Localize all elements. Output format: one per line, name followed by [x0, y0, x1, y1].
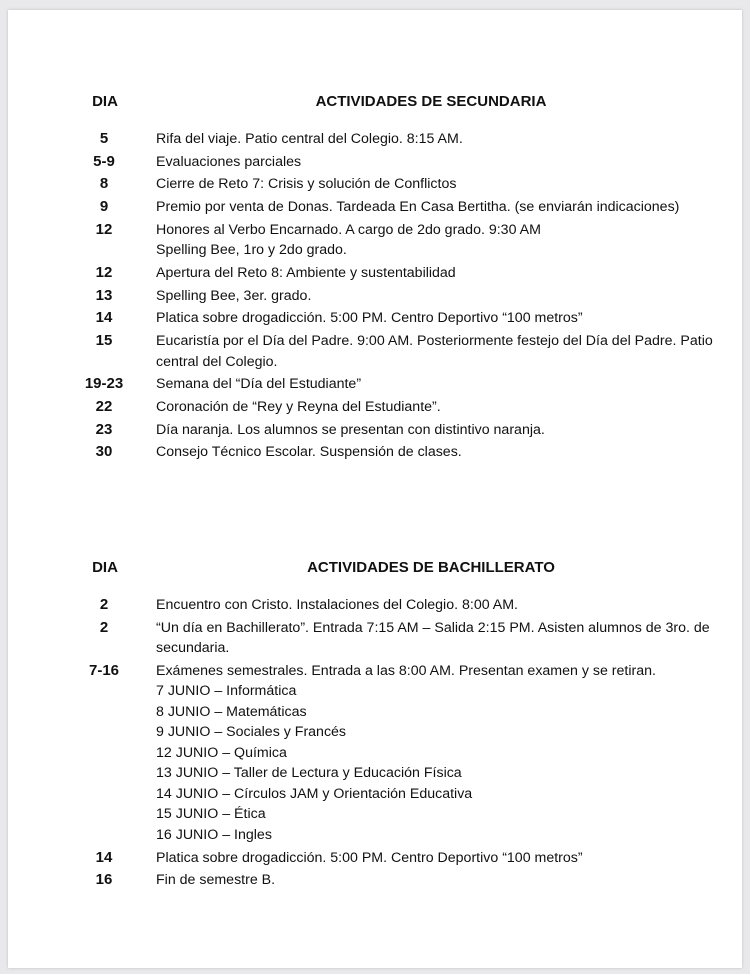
- activity-description: [156, 286, 716, 307]
- activity-day: 15: [95, 332, 113, 349]
- secundaria-title: ACTIVIDADES DE SECUNDARIA: [315, 93, 547, 110]
- activity-text: Platica sobre drogadicción. 5:00 PM. Centro Deportivo “100 metros”: [156, 310, 583, 327]
- exam-schedule-item: 16 JUNIO – Ingles: [156, 826, 272, 843]
- bachillerato-section: [8, 556, 742, 893]
- day-column-header: DIA: [92, 93, 118, 110]
- exam-schedule-item: 13 JUNIO – Taller de Lectura y Educación Física: [156, 765, 462, 782]
- activity-row: [8, 661, 742, 846]
- activity-text: Rifa del viaje. Patio central del Colegio. 8:15 AM.: [156, 131, 463, 147]
- activity-description: [156, 420, 716, 441]
- activity-text: Premio por venta de Donas. Tardeada En Casa Bertitha. (se enviarán indicaciones): [156, 199, 680, 216]
- activity-row: [8, 331, 742, 372]
- activity-text: Evaluaciones parciales: [156, 153, 302, 170]
- activity-day: 16: [95, 871, 113, 889]
- activity-text: Spelling Bee, 3er. grado.: [156, 287, 312, 304]
- activity-text: Exámenes semestrales. Entrada a las 8:00 AM. Presentan examen y se retiran.: [156, 662, 656, 679]
- activity-row: [8, 848, 742, 869]
- activity-description: [156, 848, 716, 869]
- activity-description: [156, 374, 716, 395]
- activity-description: [156, 308, 716, 329]
- activity-description: [156, 220, 716, 261]
- activity-row: [8, 420, 742, 441]
- activity-row: [8, 174, 742, 195]
- activity-description: [156, 197, 716, 218]
- activity-day: 19-23: [84, 375, 124, 393]
- activity-description: [156, 442, 716, 463]
- bachillerato-title: ACTIVIDADES DE BACHILLERATO: [307, 559, 555, 576]
- document-page: [8, 10, 742, 968]
- activity-description: [156, 397, 716, 418]
- activity-description: [156, 129, 716, 150]
- activity-day: 2: [99, 618, 109, 636]
- activity-text: Platica sobre drogadicción. 5:00 PM. Centro Deportivo “100 metros”: [156, 849, 583, 866]
- secundaria-header: [8, 90, 742, 114]
- activity-row: [8, 374, 742, 395]
- secundaria-activity-list: [8, 129, 742, 463]
- activity-row: [8, 263, 742, 284]
- activity-text: Fin de semestre B.: [156, 872, 276, 889]
- activity-day: 9: [99, 198, 109, 216]
- bachillerato-header: [8, 556, 742, 580]
- exam-schedule-item: 15 JUNIO – Ética: [156, 806, 266, 823]
- activity-day: 22: [95, 397, 113, 415]
- activity-day: 14: [95, 309, 113, 327]
- activity-day: 12: [95, 220, 113, 238]
- activity-text: Honores al Verbo Encarnado. A cargo de 2do grado. 9:30 AM: [156, 221, 541, 238]
- day-column-header: DIA: [92, 559, 118, 576]
- activity-text: Encuentro con Cristo. Instalaciones del Colegio. 8:00 AM.: [156, 597, 518, 613]
- activity-day: 5-9: [93, 152, 115, 170]
- activity-row: [8, 129, 742, 150]
- activity-day: 13: [95, 286, 113, 304]
- activity-description: [156, 174, 716, 195]
- activity-description: [156, 331, 716, 372]
- activity-day: 5: [99, 130, 109, 147]
- activity-text: Coronación de “Rey y Reyna del Estudiante”.: [156, 398, 441, 415]
- activity-description: [156, 152, 716, 173]
- activity-day: 2: [99, 596, 109, 613]
- bachillerato-activity-list: [8, 595, 742, 891]
- activity-row: [8, 595, 742, 616]
- activity-description: [156, 618, 716, 659]
- activity-text: Semana del “Día del Estudiante”: [156, 376, 362, 393]
- activity-description: [156, 595, 716, 616]
- exam-schedule-item: 9 JUNIO – Sociales y Francés: [156, 724, 347, 741]
- activity-day: 7-16: [88, 661, 120, 679]
- activity-description: [156, 870, 716, 891]
- activity-row: [8, 618, 742, 659]
- activity-day: 14: [95, 848, 113, 866]
- activity-text: “Un día en Bachillerato”. Entrada 7:15 AM – Salida 2:15 PM. Asisten alumnos de 3ro. de secundaria.: [156, 619, 710, 657]
- activity-day: 30: [95, 443, 113, 461]
- exam-schedule-item: 12 JUNIO – Química: [156, 744, 287, 761]
- activity-row: [8, 397, 742, 418]
- exam-schedule-item: 7 JUNIO – Informática: [156, 683, 297, 700]
- exam-schedule-item: 8 JUNIO – Matemáticas: [156, 703, 307, 720]
- activity-text: Eucaristía por el Día del Padre. 9:00 AM. Posteriormente festejo del Día del Padre. Patio central del Colegio.: [156, 333, 713, 370]
- activity-subtext: Spelling Bee, 1ro y 2do grado.: [156, 242, 347, 259]
- activity-description: [156, 661, 716, 846]
- activity-row: [8, 197, 742, 218]
- exam-schedule-item: 14 JUNIO – Círculos JAM y Orientación Educativa: [156, 785, 473, 802]
- activity-row: [8, 286, 742, 307]
- activity-text: Apertura del Reto 8: Ambiente y sustentabilidad: [156, 264, 456, 281]
- secundaria-section: [8, 90, 742, 465]
- activity-text: Consejo Técnico Escolar. Suspensión de clases.: [156, 444, 462, 461]
- activity-row: [8, 152, 742, 173]
- activity-day: 8: [99, 175, 109, 193]
- activity-day: 23: [95, 420, 113, 438]
- activity-text: Día naranja. Los alumnos se presentan con distintivo naranja.: [156, 421, 545, 438]
- activity-day: 12: [95, 263, 113, 281]
- activity-row: [8, 220, 742, 261]
- activity-row: [8, 870, 742, 891]
- activity-description: [156, 263, 716, 284]
- activity-text: Cierre de Reto 7: Crisis y solución de Conflictos: [156, 176, 457, 193]
- activity-row: [8, 442, 742, 463]
- activity-row: [8, 308, 742, 329]
